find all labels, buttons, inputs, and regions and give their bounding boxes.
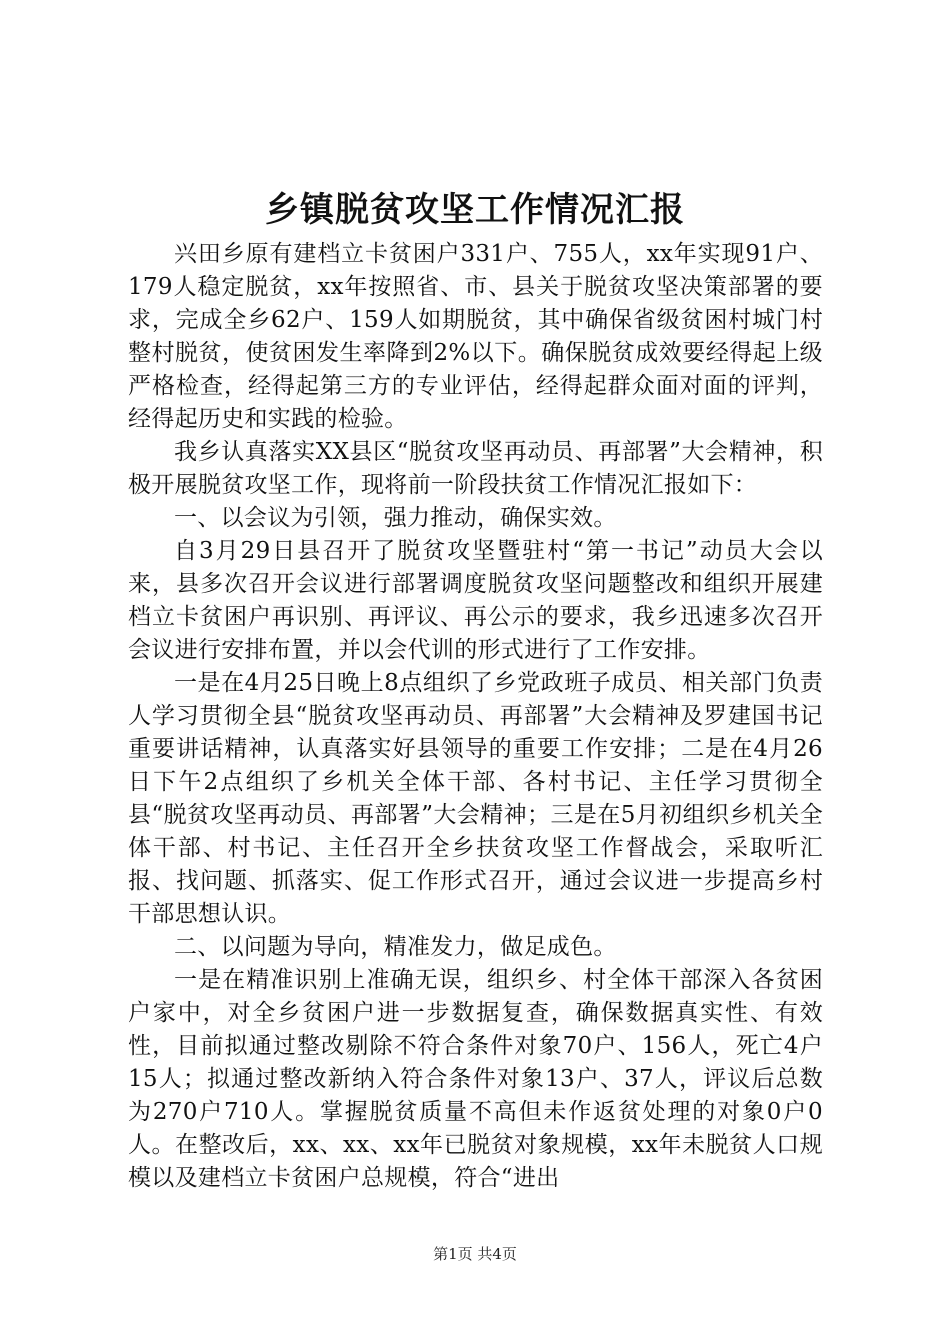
page-footer: 第1页 共4页 [433, 1245, 517, 1263]
paragraph-summary: 我乡认真落实XX县区“脱贫攻坚再动员、再部署”大会精神，积极开展脱贫攻坚工作，现将前一阶段扶贫工作情况汇报如下： [128, 439, 823, 498]
document-title: 乡镇脱贫攻坚工作情况汇报 [265, 190, 685, 230]
paragraph-meetings: 自3月29日县召开了脱贫攻坚暨驻村“第一书记”动员大会以来，县多次召开会议进行部署调度脱贫攻坚问题整改和组织开展建档立卡贫困户再识别、再评议、再公示的要求，我乡迅速多次召开会议进行安排布置，并以会代训的形式进行了工作安排。 [128, 538, 823, 663]
paragraph-meeting-details: 一是在4月25日晚上8点组织了乡党政班子成员、相关部门负责人学习贯彻全县“脱贫攻坚再动员、再部署”大会精神及罗建国书记重要讲话精神，认真落实好县领导的重要工作安排；二是在4月26日下午2点组织了乡机关全体干部、各村书记、主任学习贯彻全县“脱贫攻坚再动员、再部署”大会精神；三是在5月初组织乡机关全体干部、村书记、主任召开全乡扶贫攻坚工作督战会，采取听汇报、找问题、抓落实、促工作形式召开，通过会议进一步提高乡村干部思想认识。 [128, 670, 823, 927]
section-heading-2: 二、以问题为导向，精准发力，做足成色。 [174, 934, 617, 960]
document-body [128, 238, 823, 1195]
section-heading-1: 一、以会议为引领，强力推动，确保实效。 [174, 505, 617, 531]
paragraph-identification: 一是在精准识别上准确无误，组织乡、村全体干部深入各贫困户家中，对全乡贫困户进一步数据复查，确保数据真实性、有效性，目前拟通过整改剔除不符合条件对象70户、156人，死亡4户15人；拟通过整改新纳入符合条件对象13户、37人，评议后总数为270户710人。掌握脱贫质量不高但未作返贫处理的对象0户0人。在整改后，xx、xx、xx年已脱贫对象规模，xx年未脱贫人口规模以及建档立卡贫困户总规模，符合“进出 [128, 967, 823, 1191]
paragraph-intro: 兴田乡原有建档立卡贫困户331户、755人，xx年实现91户、179人稳定脱贫，xx年按照省、市、县关于脱贫攻坚决策部署的要求，完成全乡62户、159人如期脱贫，其中确保省级贫困村城门村整村脱贫，使贫困发生率降到2%以下。确保脱贫成效要经得起上级严格检查，经得起第三方的专业评估，经得起群众面对面的评判，经得起历史和实践的检验。 [128, 241, 823, 432]
